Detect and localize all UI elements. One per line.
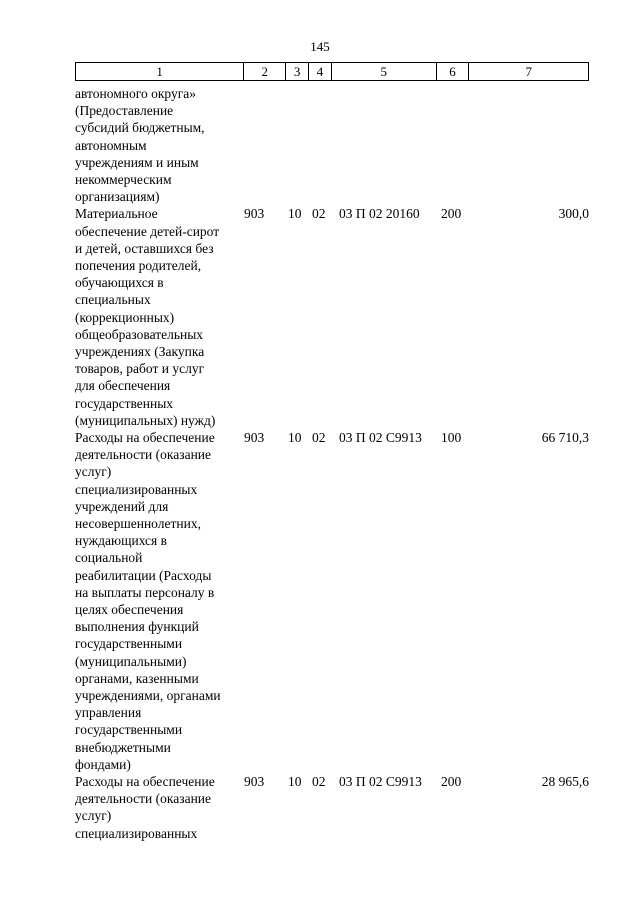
header-col-3: 3 <box>286 63 309 80</box>
description-line: внебюджетными <box>75 739 171 755</box>
description-line: и детей, оставшихся без <box>75 240 214 256</box>
description-line: социальной <box>75 550 143 566</box>
row-code-section: 10 <box>288 206 302 222</box>
row-code-admin: 903 <box>244 774 265 789</box>
row-code-target: 03 П 02 С9913 <box>339 430 422 445</box>
row-amount: 300,0 <box>558 206 589 222</box>
row-code-admin: 903 <box>244 430 265 445</box>
row-code-subsection: 02 <box>312 774 326 789</box>
description-line: государственными <box>75 722 183 738</box>
description-line: некоммерческим <box>75 172 172 188</box>
description-line: для обеспечения <box>75 378 171 394</box>
description-line: обеспечение детей-сирот <box>75 223 220 239</box>
description-line: деятельности (оказание <box>75 447 212 463</box>
description-line: специализированных <box>75 481 198 497</box>
header-col-1: 1 <box>76 63 244 80</box>
row-code-subsection: 02 <box>312 206 326 222</box>
description-line: государственными <box>75 636 183 652</box>
row-code-target: 03 П 02 20160 <box>339 206 420 222</box>
description-line: (Предоставление <box>75 103 174 119</box>
description-line: Расходы на обеспечение <box>75 774 215 789</box>
description-line: учреждениям и иным <box>75 154 199 170</box>
header-col-6: 6 <box>437 63 470 80</box>
row-description <box>75 773 245 842</box>
description-line: реабилитации (Расходы <box>75 567 212 583</box>
header-col-7: 7 <box>525 64 532 79</box>
description-line: учреждениях (Закупка <box>75 344 205 360</box>
row-code-expense-type: 100 <box>441 430 462 445</box>
description-line: выполнения функций <box>75 619 199 635</box>
description-line: автономного округа» <box>75 86 196 101</box>
header-col-5: 5 <box>332 63 437 80</box>
description-line: фондами) <box>75 756 131 772</box>
description-line: (муниципальных) нужд) <box>75 412 216 428</box>
description-line: услуг) <box>75 464 112 480</box>
description-line: Материальное <box>75 206 158 222</box>
description-line: государственных <box>75 395 174 411</box>
description-line: управления <box>75 705 142 721</box>
description-line: целях обеспечения <box>75 602 184 618</box>
row-code-target: 03 П 02 С9913 <box>339 774 422 789</box>
description-line: организациям) <box>75 189 160 205</box>
row-code-expense-type: 200 <box>441 774 462 789</box>
description-line: субсидий бюджетным, <box>75 120 205 136</box>
description-line: услуг) <box>75 808 112 824</box>
description-line: органами, казенными <box>75 670 199 686</box>
description-line: специализированных <box>75 825 198 841</box>
row-description <box>75 429 245 773</box>
description-line: несовершеннолетних, <box>75 516 201 532</box>
description-line: учреждениями, органами <box>75 688 221 704</box>
description-line: общеобразовательных <box>75 326 204 342</box>
row-code-expense-type: 200 <box>441 206 462 222</box>
row-amount: 66 710,3 <box>541 430 589 445</box>
description-line: (коррекционных) <box>75 309 175 325</box>
description-line: (муниципальными) <box>75 653 187 669</box>
description-line: деятельности (оказание <box>75 791 212 807</box>
row-code-admin: 903 <box>244 206 265 222</box>
description-line: обучающихся в <box>75 275 164 291</box>
description-line: специальных <box>75 292 151 308</box>
table-header <box>75 62 589 81</box>
row-code-subsection: 02 <box>312 430 326 445</box>
row-code-section: 10 <box>288 774 302 789</box>
header-col-4: 4 <box>309 63 332 80</box>
page-number: 145 <box>310 39 330 54</box>
row-code-section: 10 <box>288 430 302 445</box>
description-line: товаров, работ и услуг <box>75 361 205 377</box>
description-line: на выплаты персоналу в <box>75 584 215 600</box>
description-line: учреждений для <box>75 498 169 514</box>
description-line: нуждающихся в <box>75 533 168 549</box>
row-description <box>75 85 245 205</box>
description-line: попечения родителей, <box>75 258 202 273</box>
row-description <box>75 205 245 429</box>
description-line: автономным <box>75 137 147 153</box>
row-amount: 28 965,6 <box>541 774 589 789</box>
description-line: Расходы на обеспечение <box>75 430 215 445</box>
header-col-2: 2 <box>244 63 286 80</box>
